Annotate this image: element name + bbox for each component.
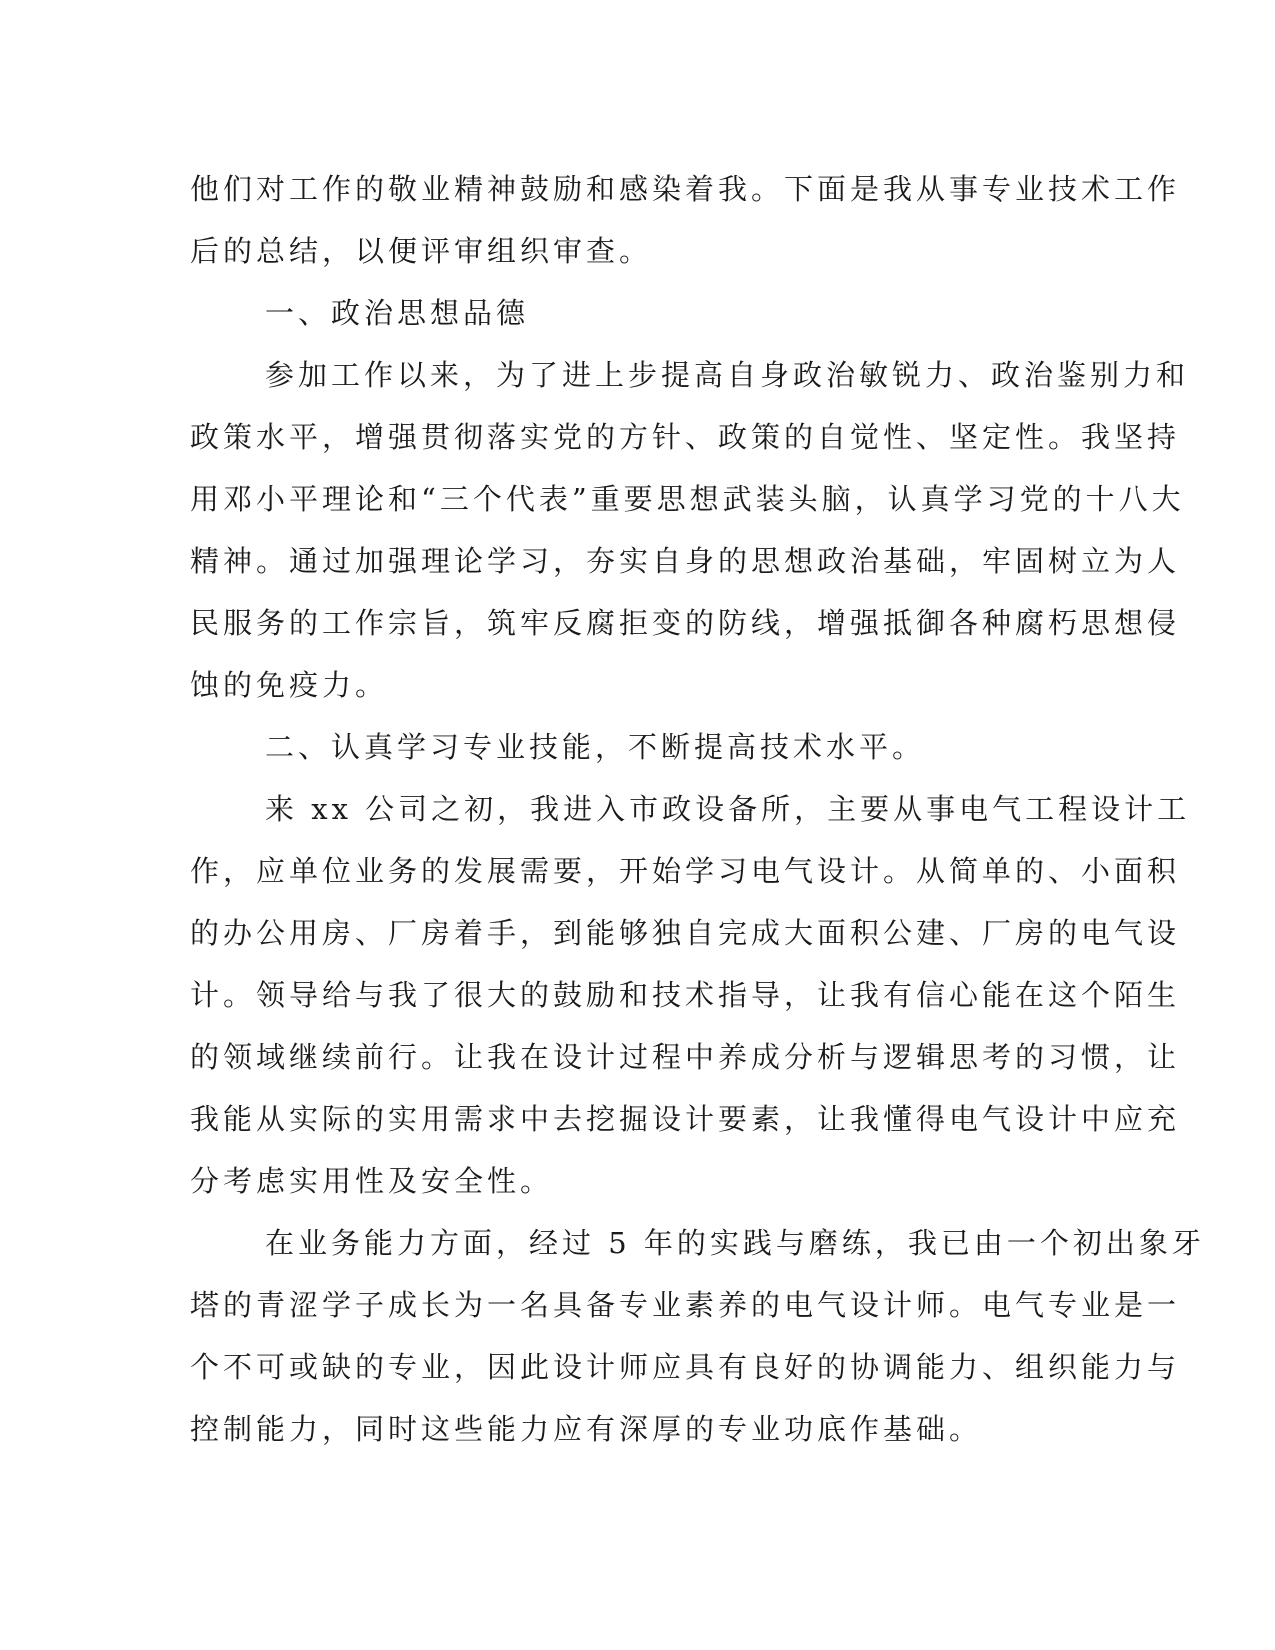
text-line: 蚀的免疫力。 xyxy=(190,668,389,702)
paragraph-skills xyxy=(190,778,1191,1212)
text-line: 后的总结，以便评审组织审查。 xyxy=(190,234,653,268)
text-line: 控制能力，同时这些能力应有深厚的专业功底作基础。 xyxy=(190,1412,983,1446)
text-line: 参加工作以来，为了进上步提高自身政治敏锐力、政治鉴别力和 xyxy=(265,358,1190,392)
text-line: 政策水平，增强贯彻落实党的方针、政策的自觉性、坚定性。我坚持 xyxy=(190,420,1181,454)
text-line: 一、政治思想品德 xyxy=(265,296,530,330)
text-line: 在业务能力方面，经过 5 年的实践与磨练，我已由一个初出象牙 xyxy=(265,1226,1205,1260)
text-line: 他们对工作的敬业精神鼓励和感染着我。下面是我从事专业技术工作 xyxy=(190,172,1181,206)
text-line: 来 xx 公司之初，我进入市政设备所，主要从事电气工程设计工 xyxy=(265,792,1191,826)
section-heading-skills xyxy=(190,716,1080,778)
text-line: 我能从实际的实用需求中去挖掘设计要素，让我懂得电气设计中应充 xyxy=(190,1102,1181,1136)
text-line: 用邓小平理论和“三个代表”重要思想武装头脑，认真学习党的十八大 xyxy=(190,482,1185,516)
text-line: 塔的青涩学子成长为一名具备专业素养的电气设计师。电气专业是一 xyxy=(190,1288,1181,1322)
text-line: 计。领导给与我了很大的鼓励和技术指导，让我有信心能在这个陌生 xyxy=(190,978,1181,1012)
text-line: 个不可或缺的专业，因此设计师应具有良好的协调能力、组织能力与 xyxy=(190,1350,1181,1384)
text-line: 精神。通过加强理论学习，夯实自身的思想政治基础，牢固树立为人 xyxy=(190,544,1181,578)
text-line: 二、认真学习专业技能，不断提高技术水平。 xyxy=(265,730,926,764)
paragraph-1 xyxy=(190,158,1181,282)
section-heading-political xyxy=(190,282,1080,344)
document-body xyxy=(190,158,1205,1460)
paragraph-ability xyxy=(190,1212,1205,1460)
text-line: 分考虑实用性及安全性。 xyxy=(190,1164,554,1198)
text-line: 的领域继续前行。让我在设计过程中养成分析与逻辑思考的习惯，让 xyxy=(190,1040,1181,1074)
paragraph-political xyxy=(190,344,1190,716)
text-line: 作，应单位业务的发展需要，开始学习电气设计。从简单的、小面积 xyxy=(190,854,1181,888)
text-line: 的办公用房、厂房着手，到能够独自完成大面积公建、厂房的电气设 xyxy=(190,916,1181,950)
text-line: 民服务的工作宗旨，筑牢反腐拒变的防线，增强抵御各种腐朽思想侵 xyxy=(190,606,1181,640)
